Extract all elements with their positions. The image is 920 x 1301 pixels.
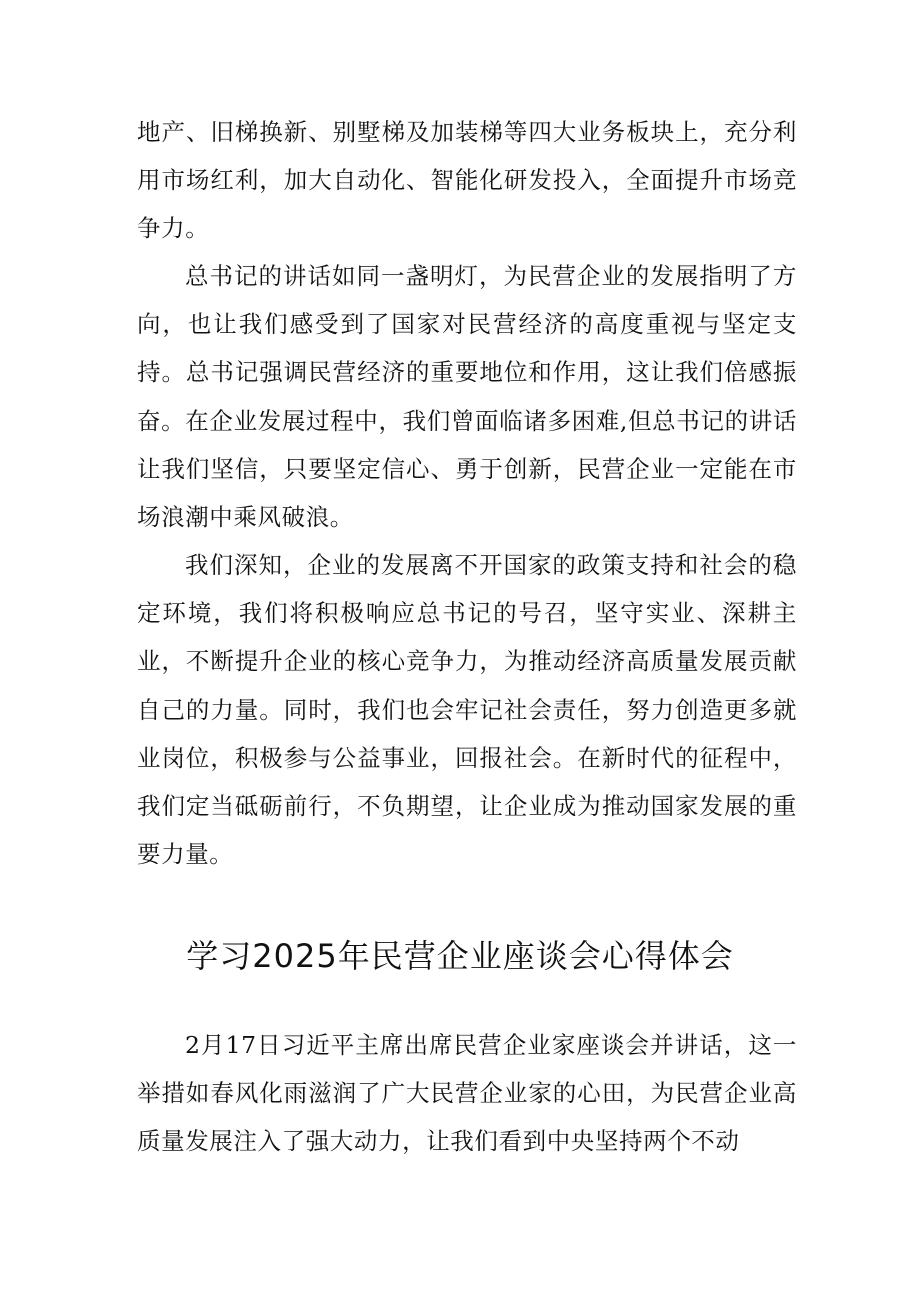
paragraph-enterprise-commitment: 我们深知，企业的发展离不开国家的政策支持和社会的稳定环境，我们将积极响应总书记的号召，坚守实业、深耕主业，不断提升企业的核心竞争力，为推动经济高质量发展贡献自己的力量。同时，我们也会牢记社会责任，努力创造更多就业岗位，积极参与公益事业，回报社会。在新时代的征程中，我们定当砥砺前行，不负期望，让企业成为推动国家发展的重要力量。 [137,551,797,869]
paragraph-continuation: 地产、旧梯换新、别墅梯及加装梯等四大业务板块上，充分利用市场红利，加大自动化、智能化研发投入，全面提升市场竞争力。 [137,118,797,243]
paragraph-article-opening: 2月17日习近平主席出席民营企业家座谈会并讲话，这一举措如春风化雨滋润了广大民营企业家的心田，为民营企业高质量发展注入了强大动力，让我们看到中央坚持两个不动 [137,1031,797,1156]
article-title: 学习2025年民营企业座谈会心得体会 [186,937,734,975]
paragraph-speech-guidance: 总书记的讲话如同一盏明灯，为民营企业的发展指明了方向，也让我们感受到了国家对民营经济的高度重视与坚定支持。总书记强调民营经济的重要地位和作用，这让我们倍感振奋。在企业发展过程中，我们曾面临诸多困难,但总书记的讲话让我们坚信，只要坚定信心、勇于创新，民营企业一定能在市场浪潮中乘风破浪。 [137,262,797,532]
